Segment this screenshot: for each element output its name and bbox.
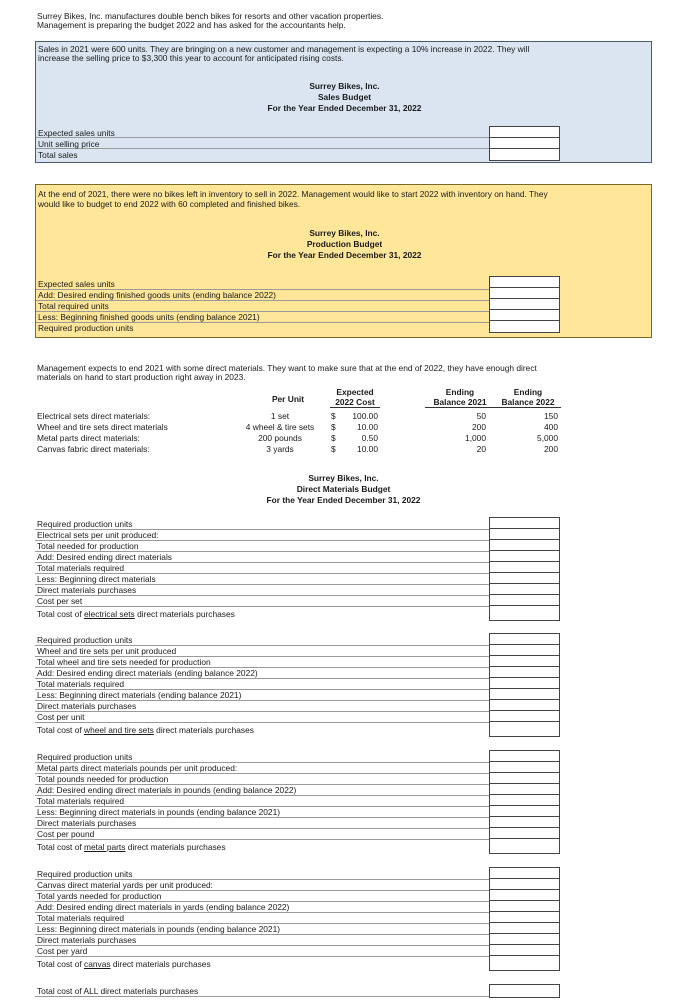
dm-metal-input[interactable] [490,795,559,806]
dm-canvas-row: Less: Beginning direct materials in pounds (ending balance 2021) [37,924,281,934]
dm-canvas-input[interactable] [490,901,559,912]
dm-wheel-input[interactable] [490,700,559,711]
dm-metal-answer-cells [489,750,560,854]
production-row-required-production: Required production units [38,323,134,333]
dm-metal-input[interactable] [490,762,559,773]
dm-canvas-total-input[interactable] [490,956,559,970]
sales-row-expected-units: Expected sales units [38,128,115,138]
dm-metal-input[interactable] [490,751,559,762]
hdr-cost-2: 2022 Cost [335,397,375,407]
item-dollar-wheel: $ [331,422,336,432]
dm-wheel-row: Wheel and tire sets per unit produced [37,646,177,656]
dm-canvas-input[interactable] [490,945,559,956]
sales-answer-cells [489,126,560,161]
dm-grand-total-input[interactable] [490,985,559,997]
production-beginning-input[interactable] [490,310,559,321]
dm-electrical-row: Total needed for production [37,541,139,551]
production-row-desired-ending: Add: Desired ending finished goods units (ending balance 2022) [38,290,276,300]
dm-metal-row: Add: Desired ending direct materials in pounds (ending balance 2022) [37,785,297,795]
dm-canvas-input[interactable] [490,923,559,934]
dm-wheel-row: Add: Desired ending direct materials (ending balance 2022) [37,668,258,678]
production-budget-section [35,184,652,338]
dm-period: For the Year Ended December 31, 2022 [266,495,421,505]
dm-canvas-row: Add: Desired ending direct materials in yards (ending balance 2022) [37,902,290,912]
item-name-canvas: Canvas fabric direct materials: [37,444,150,454]
dm-wheel-input[interactable] [490,645,559,656]
dm-canvas-input[interactable] [490,912,559,923]
dm-wheel-answer-cells [489,633,560,737]
sales-total-input[interactable] [490,149,559,160]
dm-metal-row: Cost per pound [37,829,95,839]
dm-wheel-row: Cost per unit [37,712,85,722]
dm-electrical-row: Direct materials purchases [37,585,137,595]
dm-canvas-row: Total materials required [37,913,125,923]
dm-canvas-input[interactable] [490,868,559,879]
dm-wheel-row: Direct materials purchases [37,701,137,711]
dm-electrical-row: Electrical sets per unit produced: [37,530,159,540]
production-period: For the Year Ended December 31, 2022 [267,250,422,260]
dm-metal-input[interactable] [490,806,559,817]
dm-wheel-row: Less: Beginning direct materials (ending balance 2021) [37,690,242,700]
sales-expected-units-input[interactable] [490,127,559,138]
sales-period: For the Year Ended December 31, 2022 [267,103,422,113]
dm-canvas-row: Required production units [37,869,133,879]
dm-canvas-row: Cost per yard [37,946,88,956]
materials-desc-2: materials on hand to start production right away in 2023. [37,372,246,382]
dm-wheel-input[interactable] [490,678,559,689]
item-name-electrical: Electrical sets direct materials: [37,411,151,421]
dm-wheel-row: Required production units [37,635,133,645]
sales-desc-1: Sales in 2021 were 600 units. They are bringing on a new customer and management is expecting a 10% increase in 2022. They will [38,44,530,54]
dm-electrical-answer-cells [489,517,560,621]
item-bal2021-metal: 1,000 [465,433,486,443]
dm-canvas-input[interactable] [490,934,559,945]
dm-metal-input[interactable] [490,773,559,784]
sales-row-total-sales: Total sales [38,150,78,160]
production-title: Production Budget [306,239,383,249]
dm-electrical-block [35,519,495,623]
item-cost-wheel: 10.00 [357,422,378,432]
dm-wheel-total-input[interactable] [490,722,559,736]
dm-electrical-total-label: Total cost of electrical sets direct materials purchases [37,609,235,619]
intro-line-2: Management is preparing the budget 2022 and has asked for the accountants help. [37,20,346,30]
dm-metal-input[interactable] [490,784,559,795]
dm-electrical-row: Add: Desired ending direct materials [37,552,172,562]
materials-desc-1: Management expects to end 2021 with some direct materials. They want to make sure that at the end of 2022, they have enough direct [37,363,537,373]
dm-wheel-block [35,635,495,739]
production-expected-units-input[interactable] [490,277,559,288]
hdr-end2022-2: Balance 2022 [501,397,555,407]
production-total-required-input[interactable] [490,299,559,310]
item-name-metal: Metal parts direct materials: [37,433,140,443]
dm-metal-block [35,752,495,856]
hdr-end2021-1: Ending [445,387,475,397]
production-desc-2: would like to budget to end 2022 with 60 completed and finished bikes. [38,199,301,209]
dm-electrical-input[interactable] [490,551,559,562]
dm-metal-row: Less: Beginning direct materials in pounds (ending balance 2021) [37,807,281,817]
dm-company: Surrey Bikes, Inc. [308,473,379,483]
item-dollar-canvas: $ [331,444,336,454]
production-row-beginning: Less: Beginning finished goods units (ending balance 2021) [38,312,260,322]
dm-electrical-input[interactable] [490,540,559,551]
dm-wheel-row: Total materials required [37,679,125,689]
dm-canvas-block [35,869,495,973]
dm-metal-total-label: Total cost of metal parts direct materials purchases [37,842,226,852]
dm-electrical-input[interactable] [490,529,559,540]
item-per-unit-wheel: 4 wheel & tire sets [245,422,315,432]
dm-grand-total-label: Total cost of ALL direct materials purchases [37,986,199,996]
production-required-input[interactable] [490,321,559,332]
production-desired-ending-input[interactable] [490,288,559,299]
hdr-per-unit: Per Unit [271,394,305,404]
hdr-end2021-2: Balance 2021 [433,397,487,407]
dm-canvas-total-label: Total cost of canvas direct materials purchases [37,959,211,969]
item-bal2021-canvas: 20 [476,444,486,454]
dm-electrical-input[interactable] [490,562,559,573]
dm-title: Direct Materials Budget [296,484,391,494]
dm-metal-total-input[interactable] [490,839,559,853]
dm-grand-total-answer-cell [489,984,560,998]
dm-wheel-input[interactable] [490,689,559,700]
dm-wheel-total-label: Total cost of wheel and tire sets direct materials purchases [37,725,254,735]
item-bal2022-electrical: 150 [544,411,558,421]
production-row-total-required: Total required units [38,301,109,311]
item-cost-metal: 0.50 [361,433,378,443]
dm-metal-row: Required production units [37,752,133,762]
item-per-unit-metal: 200 pounds [258,433,302,443]
item-per-unit-canvas: 3 yards [266,444,294,454]
item-cost-electrical: 100.00 [352,411,378,421]
dm-electrical-total-input[interactable] [490,606,559,620]
dm-metal-row: Total materials required [37,796,125,806]
dm-metal-input[interactable] [490,817,559,828]
sales-company: Surrey Bikes, Inc. [309,81,380,91]
dm-wheel-input[interactable] [490,711,559,722]
dm-metal-row: Metal parts direct materials pounds per unit produced: [37,763,238,773]
dm-electrical-row: Required production units [37,519,133,529]
dm-wheel-row: Total wheel and tire sets needed for production [37,657,211,667]
dm-canvas-row: Canvas direct material yards per unit produced: [37,880,213,890]
dm-electrical-input[interactable] [490,518,559,529]
dm-electrical-input[interactable] [490,584,559,595]
item-name-wheel: Wheel and tire sets direct materials [37,422,168,432]
production-desc-1: At the end of 2021, there were no bikes left in inventory to sell in 2022. Management would like to start 2022 with inventory on hand. They [38,189,548,199]
dm-electrical-row: Less: Beginning direct materials [37,574,156,584]
dm-metal-row: Total pounds needed for production [37,774,169,784]
dm-metal-input[interactable] [490,828,559,839]
sales-title: Sales Budget [317,92,372,102]
intro-line-1: Surrey Bikes, Inc. manufactures double bench bikes for resorts and other vacation properties. [37,11,384,21]
dm-canvas-answer-cells [489,867,560,971]
dm-electrical-row: Cost per set [37,596,83,606]
sales-budget-section [35,41,652,163]
dm-canvas-row: Direct materials purchases [37,935,137,945]
item-per-unit-electrical: 1 set [270,411,290,421]
item-bal2022-metal: 5,000 [537,433,558,443]
item-bal2022-canvas: 200 [544,444,558,454]
item-dollar-metal: $ [331,433,336,443]
item-bal2022-wheel: 400 [544,422,558,432]
dm-canvas-input[interactable] [490,890,559,901]
dm-wheel-input[interactable] [490,634,559,645]
dm-electrical-input[interactable] [490,595,559,606]
dm-canvas-row: Total yards needed for production [37,891,162,901]
sales-row-unit-price: Unit selling price [38,139,100,149]
hdr-end2022-1: Ending [513,387,543,397]
dm-canvas-input[interactable] [490,879,559,890]
hdr-cost-1: Expected [336,387,374,397]
dm-electrical-input[interactable] [490,573,559,584]
sales-unit-price-input[interactable] [490,138,559,149]
sales-desc-2: increase the selling price to $3,300 this year to account for anticipated rising costs. [38,53,344,63]
item-bal2021-wheel: 200 [472,422,486,432]
production-row-expected-units: Expected sales units [38,279,115,289]
dm-metal-row: Direct materials purchases [37,818,137,828]
dm-wheel-input[interactable] [490,667,559,678]
item-dollar-electrical: $ [331,411,336,421]
dm-wheel-input[interactable] [490,656,559,667]
production-company: Surrey Bikes, Inc. [309,228,380,238]
item-cost-canvas: 10.00 [357,444,378,454]
production-answer-cells [489,276,560,333]
dm-electrical-row: Total materials required [37,563,125,573]
item-bal2021-electrical: 50 [476,411,486,421]
